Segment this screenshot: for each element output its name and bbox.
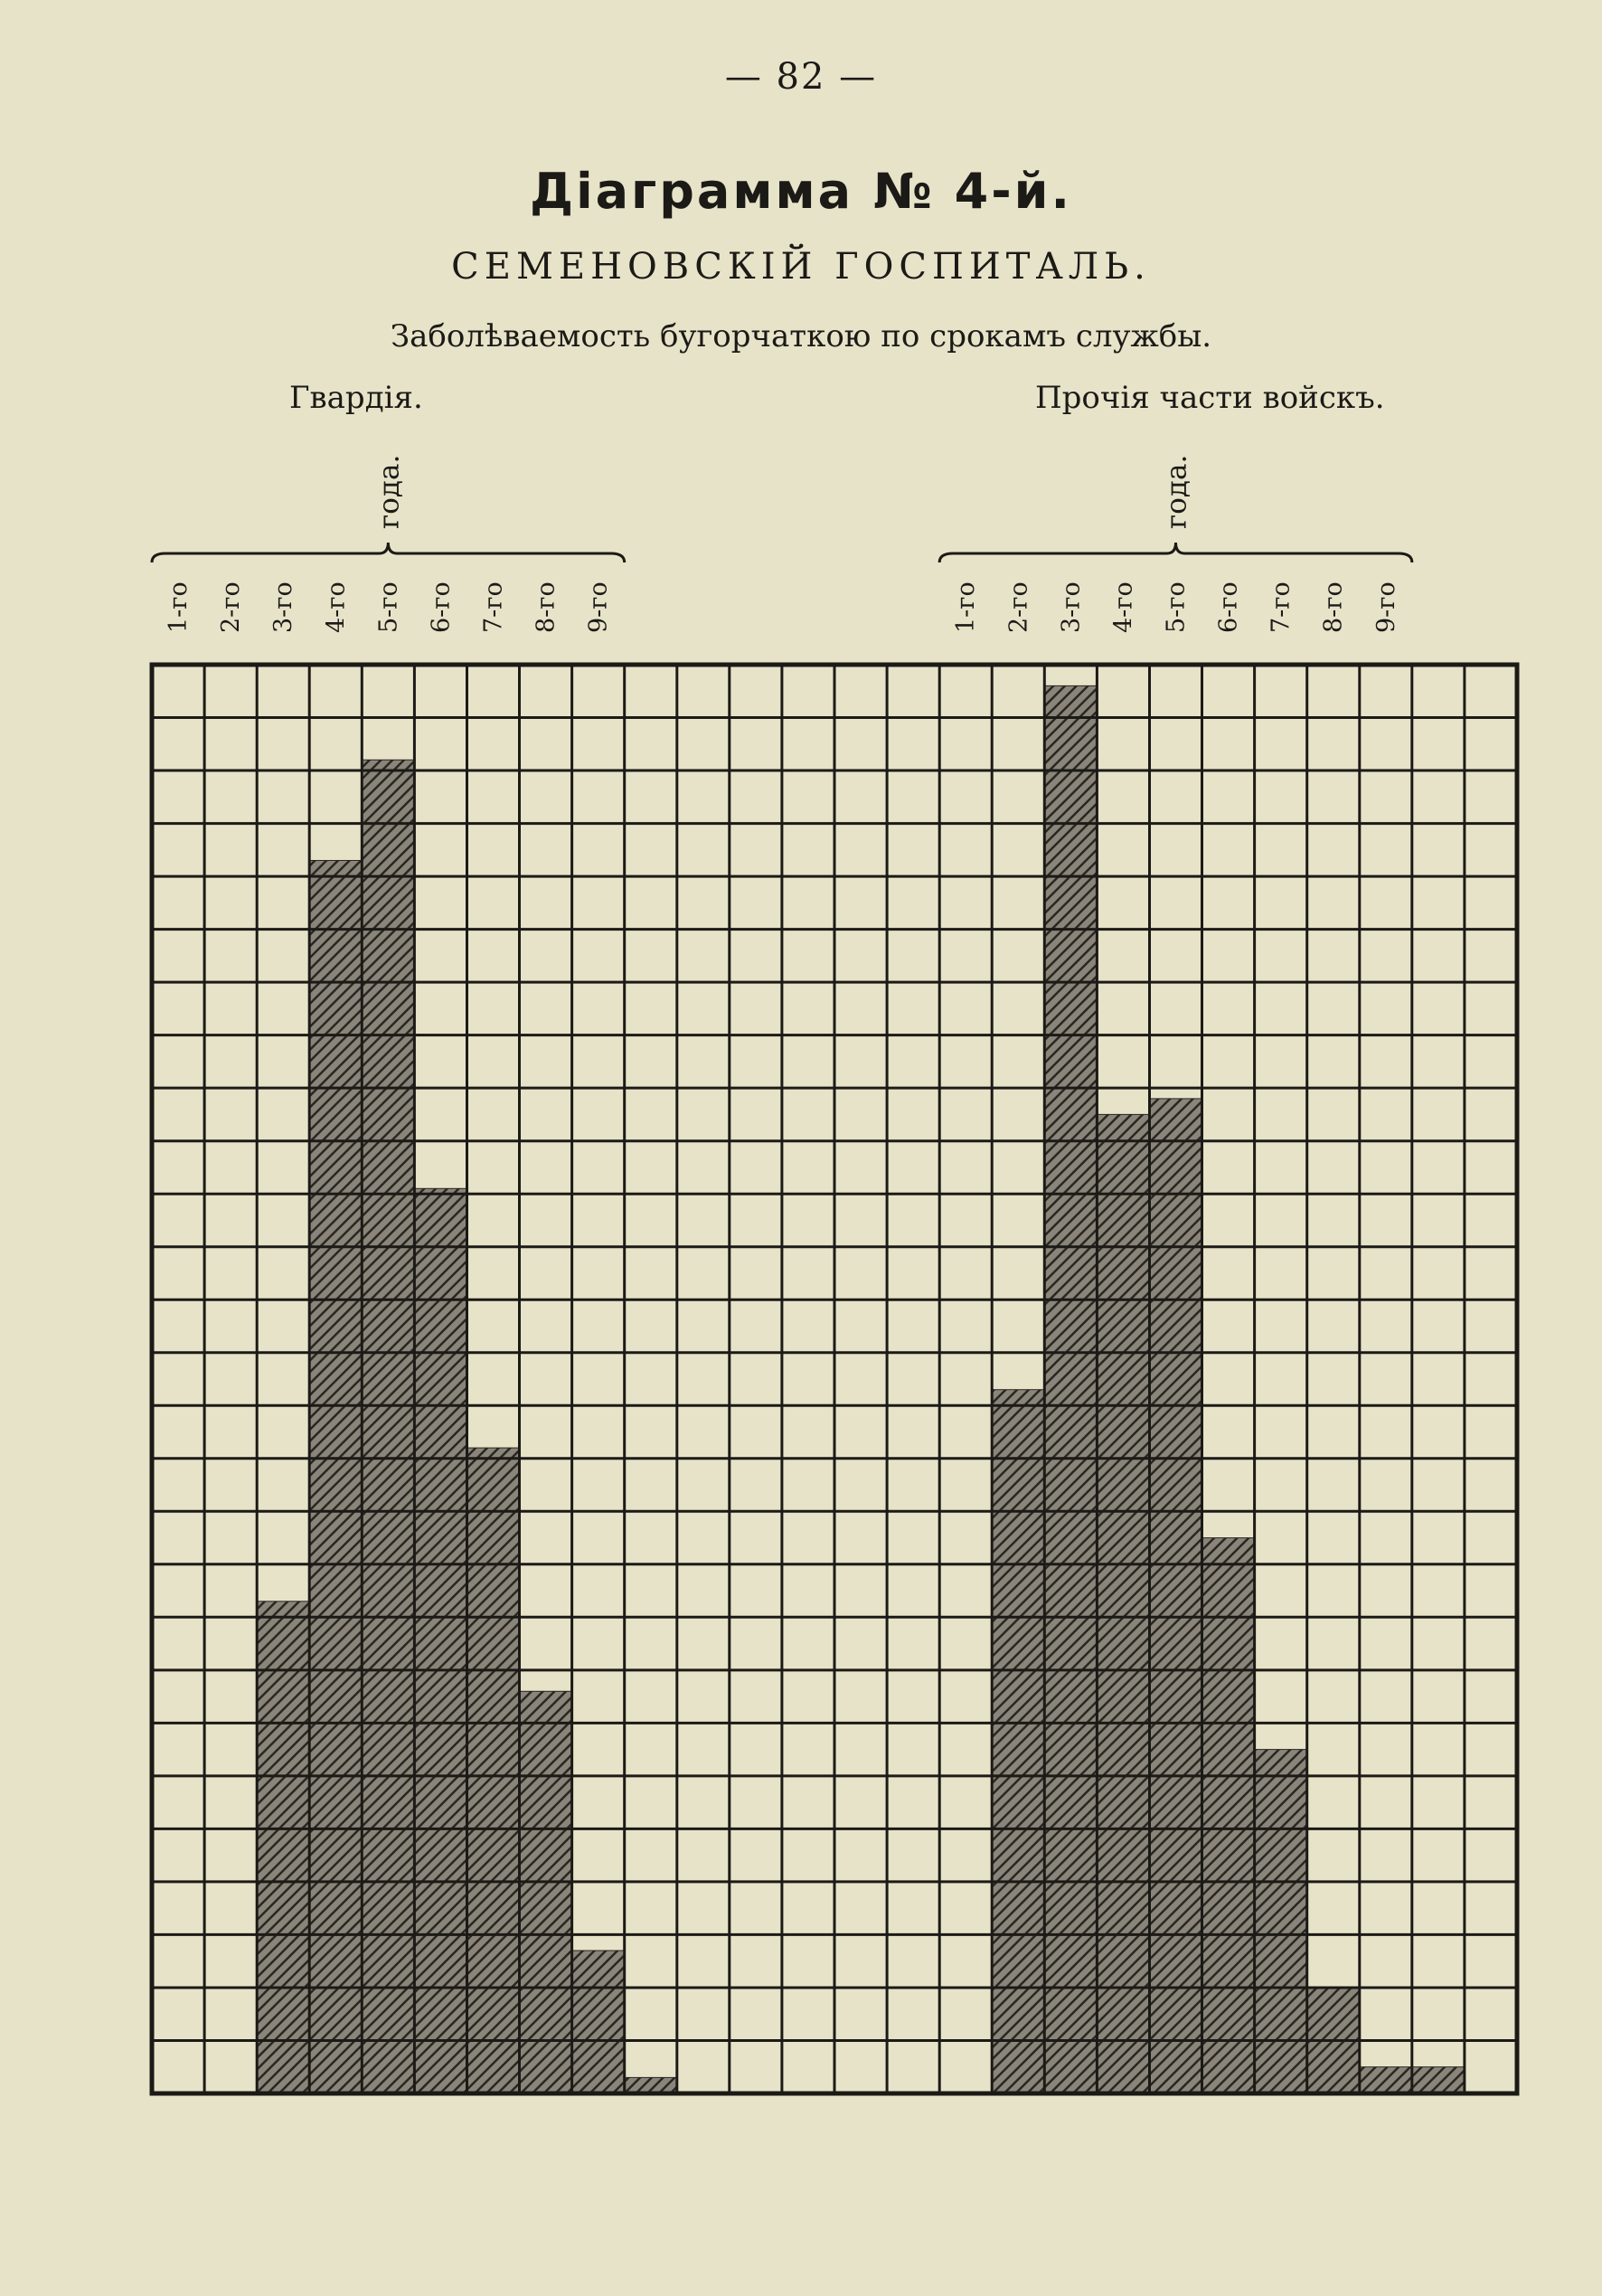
bar-guard-4: [362, 760, 414, 2093]
tick-label-guard-9: 9-го: [584, 581, 613, 633]
tick-label-guard-8: 8-го: [532, 581, 561, 633]
tick-label-other-3: 3-го: [1057, 581, 1086, 633]
tick-label-other-5: 5-го: [1162, 581, 1191, 633]
unit-label-other: года.: [1160, 454, 1193, 529]
bracket-guard: [152, 543, 625, 562]
chart-title: Діаграмма № 4-й.: [530, 163, 1072, 220]
tick-label-guard-6: 6-го: [427, 581, 456, 633]
bar-guard-9: [625, 2077, 677, 2093]
bar-guard-3: [309, 861, 362, 2094]
bar-guard-8: [572, 1951, 625, 2093]
bar-other-9: [1412, 2067, 1465, 2093]
tick-label-guard-2: 2-го: [217, 581, 246, 633]
chart-subtitle: СЕМЕНОВСКІЙ ГОСПИТАЛЬ.: [451, 246, 1151, 288]
tick-label-other-4: 4-го: [1109, 581, 1138, 633]
group-label-other-troops: Прочія части войскъ.: [1035, 380, 1385, 416]
tick-label-other-9: 9-го: [1371, 581, 1400, 633]
tick-label-other-1: 1-го: [952, 581, 981, 633]
tick-label-other-6: 6-го: [1214, 581, 1243, 633]
bar-other-3: [1097, 1114, 1149, 2093]
bar-other-8: [1360, 2067, 1412, 2093]
tick-label-other-8: 8-го: [1319, 581, 1348, 633]
bar-guard-7: [520, 1691, 572, 2093]
tick-label-guard-1: 1-го: [165, 581, 193, 633]
bracket-other: [939, 543, 1412, 562]
unit-label-guard: года.: [372, 454, 406, 529]
tick-label-guard-3: 3-го: [269, 581, 298, 633]
tick-label-guard-5: 5-го: [374, 581, 403, 633]
chart-caption: Заболѣваемость бугорчаткою по срокамъ службы.: [390, 318, 1212, 354]
tick-label-guard-4: 4-го: [322, 581, 351, 633]
page-number: — 82 —: [724, 56, 878, 98]
tick-label-guard-7: 7-го: [479, 581, 508, 633]
tick-label-other-2: 2-го: [1004, 581, 1033, 633]
bar-guard-2: [257, 1602, 309, 2093]
tick-label-other-7: 7-го: [1267, 581, 1296, 633]
bar-guard-6: [467, 1448, 520, 2093]
bar-other-5: [1202, 1538, 1255, 2093]
group-label-guard: Гвардія.: [289, 380, 423, 416]
bar-guard-5: [414, 1188, 466, 2093]
